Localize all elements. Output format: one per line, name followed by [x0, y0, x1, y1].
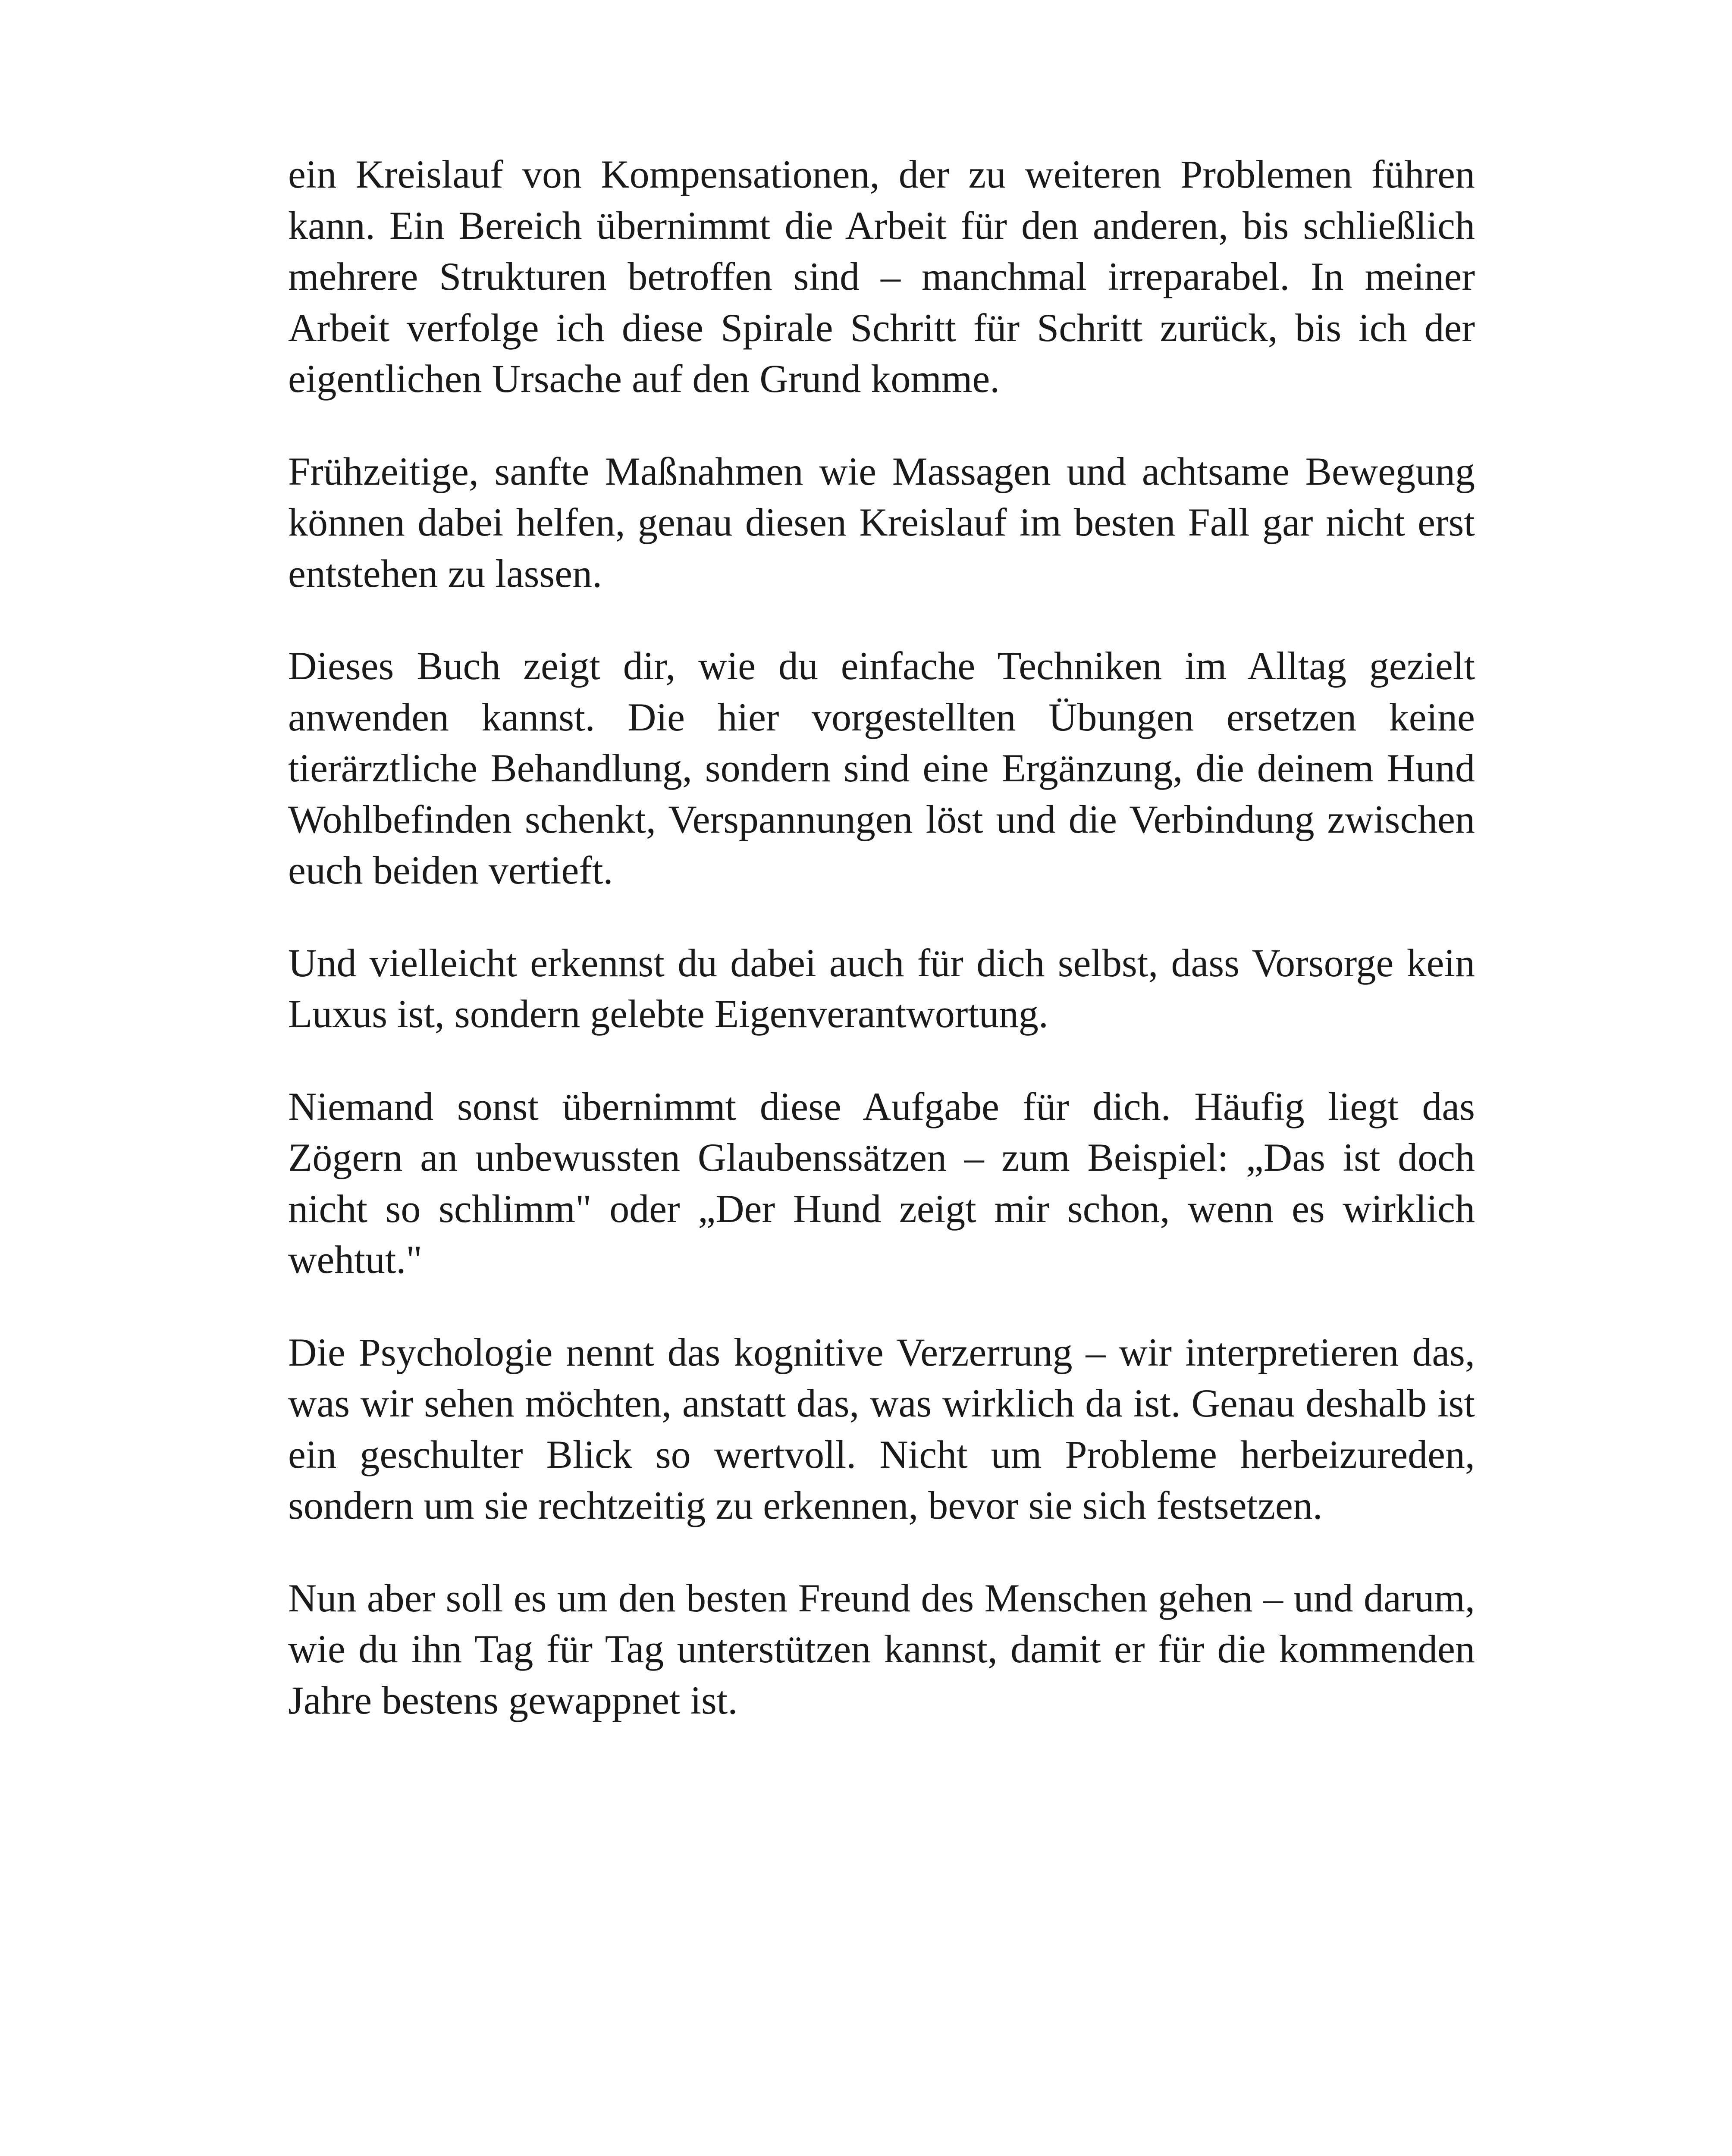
paragraph-1: ein Kreislauf von Kompensationen, der zu weiteren Problemen führen kann. Ein Bereich übernimmt die Arbeit für den anderen, bis schließlich mehrere Strukturen betroffen sind – manchmal irreparabel. In meiner Arbeit verfolge ich diese Spirale Schritt für Schritt zurück, bis ich der eigentlichen Ursache auf den Grund komme.	[288, 152, 1475, 401]
paragraph-6: Die Psychologie nennt das kognitive Verzerrung – wir interpretieren das, was wir sehen möchten, anstatt das, was wirklich da ist. Genau deshalb ist ein geschulter Blick so wertvoll. Nicht um Probleme herbeizureden, sondern um sie rechtzeitig zu erkennen, bevor sie sich festsetzen.	[288, 1330, 1475, 1527]
body-text	[288, 149, 1475, 1767]
paragraph-5: Niemand sonst übernimmt diese Aufgabe für dich. Häufig liegt das Zögern an unbewussten Glaubenssätzen – zum Beispiel: „Das ist doch nicht so schlimm" oder „Der Hund zeigt mir schon, wenn es wirklich wehtut."	[288, 1084, 1475, 1282]
paragraph-2: Frühzeitige, sanfte Maßnahmen wie Massagen und achtsame Bewegung können dabei helfen, genau diesen Kreislauf im besten Fall gar nicht erst entstehen zu lassen.	[288, 449, 1475, 595]
paragraph-4: Und vielleicht erkennst du dabei auch für dich selbst, dass Vorsorge kein Luxus ist, sondern gelebte Eigenverantwortung.	[288, 940, 1475, 1036]
paragraph-7: Nun aber soll es um den besten Freund des Menschen gehen – und darum, wie du ihn Tag für Tag unterstützen kannst, damit er für die kommenden Jahre bestens gewappnet ist.	[288, 1576, 1475, 1722]
paragraph-3: Dieses Buch zeigt dir, wie du einfache Techniken im Alltag gezielt anwenden kannst. Die hier vorgestellten Übungen ersetzen keine tierärztliche Behandlung, sondern sind eine Ergänzung, die deinem Hund Wohlbefinden schenkt, Verspannungen löst und die Verbindung zwischen euch beiden vertieft.	[288, 644, 1475, 892]
